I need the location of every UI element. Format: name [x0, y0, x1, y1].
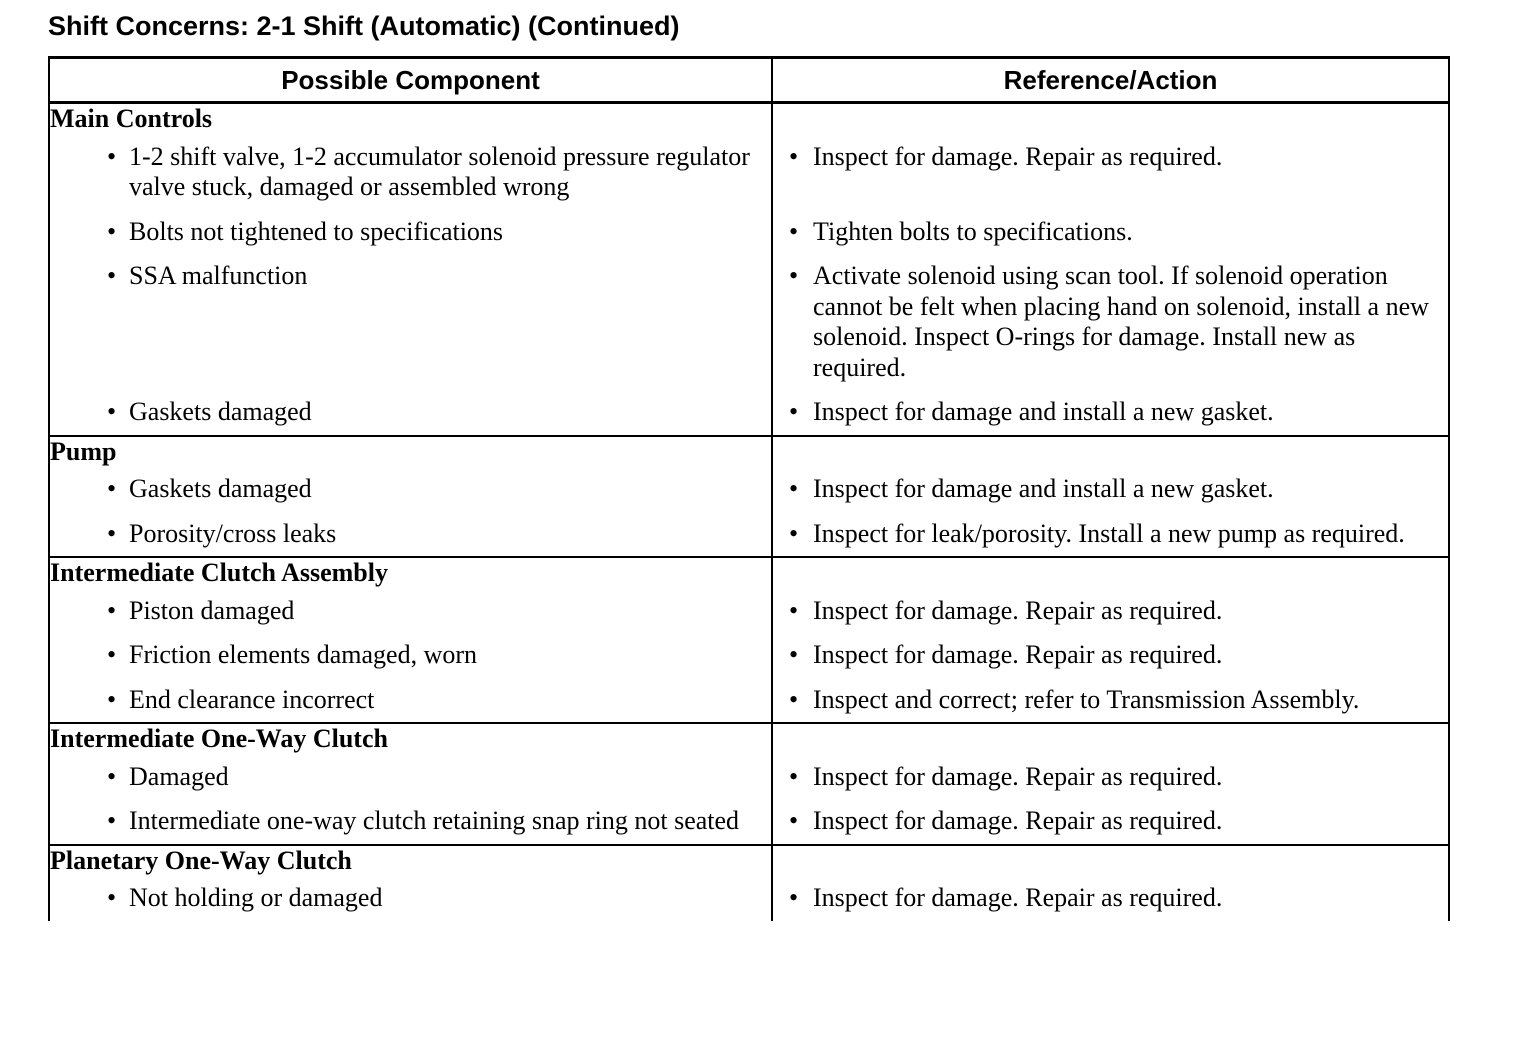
table-header-row: [49, 58, 1449, 103]
group-heading-empty-cell: [772, 845, 1449, 877]
component-item: • Piston damaged: [50, 589, 771, 634]
action-item: • Inspect for damage. Repair as required.: [773, 135, 1448, 180]
column-header-action: Reference/Action: [772, 58, 1449, 103]
component-item: • Gaskets damaged: [50, 390, 771, 435]
group-heading-row: [49, 103, 1449, 135]
table-row: [49, 254, 1449, 390]
column-header-component: Possible Component: [49, 58, 772, 103]
group-heading-empty-cell: [772, 103, 1449, 135]
group-heading-row: [49, 845, 1449, 877]
table-row: [49, 512, 1449, 558]
component-item: • End clearance incorrect: [50, 678, 771, 723]
action-item: • Inspect for leak/porosity. Install a new pump as required.: [773, 512, 1448, 557]
table-row: [49, 876, 1449, 921]
shift-concerns-table: [48, 56, 1450, 921]
group-heading: Intermediate One-Way Clutch: [49, 723, 772, 755]
group-heading: Main Controls: [49, 103, 772, 135]
table-row: [49, 589, 1449, 634]
group-heading-row: [49, 557, 1449, 589]
action-item: • Tighten bolts to specifications.: [773, 210, 1448, 255]
table-row: [49, 799, 1449, 845]
action-item: • Inspect for damage and install a new gasket.: [773, 467, 1448, 512]
component-item: • SSA malfunction: [50, 254, 771, 299]
table-row: [49, 210, 1449, 255]
group-heading: Planetary One-Way Clutch: [49, 845, 772, 877]
group-heading-row: [49, 436, 1449, 468]
action-item: • Inspect for damage. Repair as required.: [773, 755, 1448, 800]
component-item: • Porosity/cross leaks: [50, 512, 771, 557]
table-row: [49, 633, 1449, 678]
table-row: [49, 467, 1449, 512]
group-heading-empty-cell: [772, 557, 1449, 589]
table-row: [49, 755, 1449, 800]
action-item: • Activate solenoid using scan tool. If solenoid operation cannot be felt when placing hand on solenoid, install a new solenoid. Inspect O-rings for damage. Install new as required.: [773, 254, 1448, 390]
group-heading-row: [49, 723, 1449, 755]
group-heading-empty-cell: [772, 723, 1449, 755]
component-item: • Damaged: [50, 755, 771, 800]
component-item: • Gaskets damaged: [50, 467, 771, 512]
action-item: • Inspect for damage. Repair as required.: [773, 876, 1448, 921]
action-item: • Inspect for damage. Repair as required.: [773, 633, 1448, 678]
group-heading: Intermediate Clutch Assembly: [49, 557, 772, 589]
table-row: [49, 390, 1449, 436]
action-item: • Inspect for damage. Repair as required.: [773, 589, 1448, 634]
component-item: • Bolts not tightened to specifications: [50, 210, 771, 255]
component-item: • 1-2 shift valve, 1-2 accumulator solenoid pressure regulator valve stuck, damaged or assembled wrong: [50, 135, 771, 210]
page-title: Shift Concerns: 2-1 Shift (Automatic) (Continued): [48, 11, 680, 41]
table-row: [49, 135, 1449, 210]
action-item: • Inspect for damage and install a new gasket.: [773, 390, 1448, 435]
component-item: • Not holding or damaged: [50, 876, 771, 921]
action-item: • Inspect for damage. Repair as required.: [773, 799, 1448, 844]
component-item: • Intermediate one-way clutch retaining snap ring not seated: [50, 799, 771, 844]
component-item: • Friction elements damaged, worn: [50, 633, 771, 678]
group-heading-empty-cell: [772, 436, 1449, 468]
table-row: [49, 678, 1449, 724]
action-item: • Inspect and correct; refer to Transmission Assembly.: [773, 678, 1448, 723]
group-heading: Pump: [49, 436, 772, 468]
